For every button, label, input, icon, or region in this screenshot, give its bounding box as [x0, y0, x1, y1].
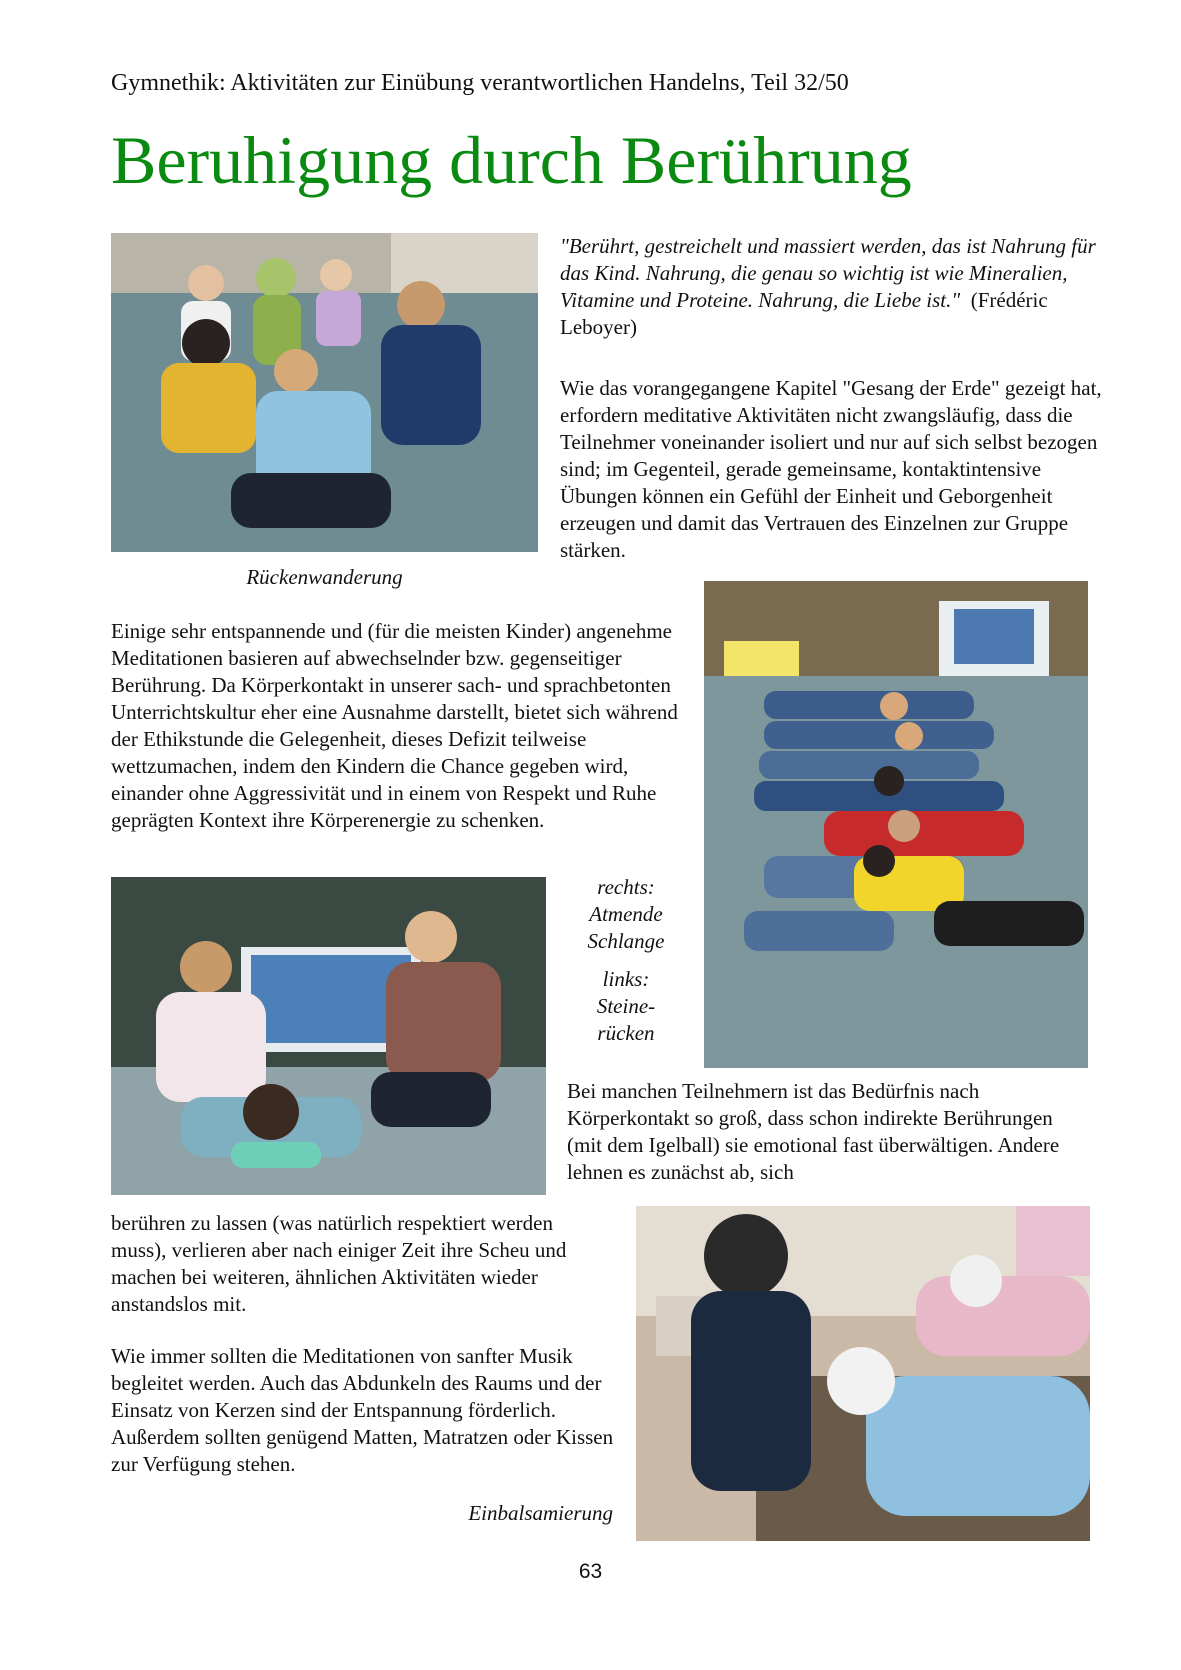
caption-rechts-label: rechts: — [597, 875, 655, 899]
paragraph-meditationen: Einige sehr entspannende und (für die meisten Kinder) angenehme Meditationen basieren auf abwechselnder bzw. gegenseitiger Berührung. Da Körperkontakt in unserer sach- und sprachbetonten Unterrichtskultur eher eine Ausnahme darstellt, bietet sich während der Ethikstunde die Gelegenheit, dieses Defizit teilweise wettzumachen, indem den Kindern die Chance gegeben wird, einander ohne Aggressivität und in einem von Respekt und Ruhe geprägten Kontext ihre Körperenergie zu schenken. — [111, 619, 678, 832]
caption-links-steinerucken — [560, 966, 692, 1047]
photo-atmende-schlange-illustration — [704, 581, 1088, 1068]
photo-einbalsamierung — [636, 1206, 1090, 1541]
caption-rueckenwanderung: Rückenwanderung — [246, 565, 403, 589]
caption-rechts-atmende-schlange — [560, 874, 692, 955]
paragraph-musik: Wie immer sollten die Meditationen von sanfter Musik begleitet werden. Auch das Abdunkeln des Raums und der Einsatz von Kerzen sind der Entspannung förderlich. Außerdem sollten genügend Matten, Matratzen oder Kissen zur Verfügung stehen. — [111, 1344, 614, 1476]
photo-rueckenwanderung-illustration — [111, 233, 538, 552]
photo-einbalsamierung-illustration — [636, 1206, 1090, 1541]
photo-rueckenwanderung — [111, 233, 538, 552]
caption-links-label: links: — [602, 967, 650, 991]
photo-steinerucken — [111, 877, 546, 1195]
paragraph-intro: Wie das vorangegangene Kapitel "Gesang der Erde" gezeigt hat, erfordern meditative Aktivitäten nicht zwangsläufig, dass die Teilnehmer voneinander isoliert und nur auf sich selbst bezogen sind; im Gegenteil, gerade gemeinsame, kontaktintensive Übungen können ein Gefühl der Einheit und Geborgenheit erzeugen und damit das Vertrauen des Einzelnen zur Gruppe stärken. — [560, 376, 1102, 562]
paragraph-beduerfnis-continued: berühren zu lassen (was natürlich respektiert werden muss), verlieren aber nach einiger Zeit ihre Scheu und machen bei weiteren, ähnlichen Aktivitäten wieder anstandslos mit. — [111, 1211, 567, 1316]
caption-einbalsamierung: Einbalsamierung — [468, 1501, 613, 1525]
paragraph-beduerfnis: Bei manchen Teilnehmern ist das Bedürfnis nach Körperkontakt so groß, dass schon indirekte Berührungen (mit dem Igelball) sie emotional fast überwältigen. Andere lehnen es zunächst ab, sich — [567, 1079, 1060, 1184]
caption-rechts-name-2: Schlange — [587, 929, 665, 953]
running-header: Gymnethik: Aktivitäten zur Einübung verantwortlichen Handelns, Teil 32/50 — [111, 70, 849, 96]
quote-text: "Berührt, gestreichelt und massiert werden, das ist Nahrung für das Kind. Nahrung, die genau so wichtig ist wie Mineralien, Vitamine und Proteine. Nahrung, die Liebe ist." — [560, 234, 1096, 312]
caption-rechts-name-1: Atmende — [589, 902, 663, 926]
caption-links-name-2: rücken — [597, 1021, 655, 1045]
photo-steinerucken-illustration — [111, 877, 546, 1195]
caption-links-name-1: Steine- — [596, 994, 656, 1018]
page-title: Beruhigung durch Berührung — [111, 122, 912, 198]
photo-atmende-schlange — [704, 581, 1088, 1068]
quote-block — [560, 233, 1100, 341]
page-number: 63 — [578, 1560, 603, 1583]
quote-author: (Frédéric Leboyer) — [560, 288, 1048, 339]
